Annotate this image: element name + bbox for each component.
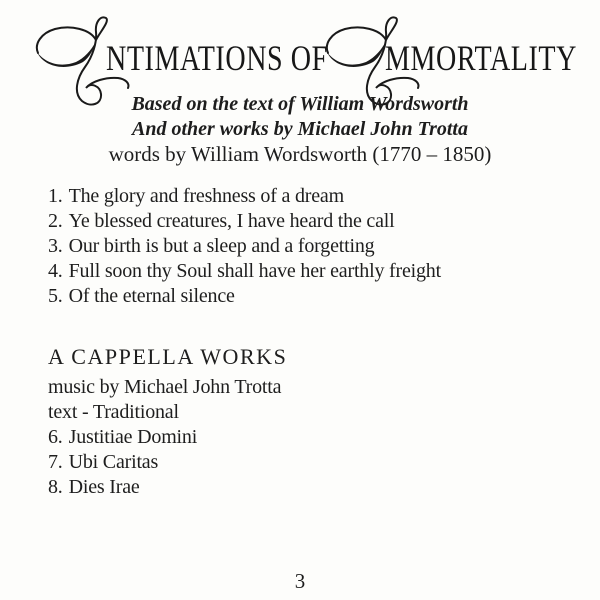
track-number: 3. — [48, 235, 63, 257]
track-row — [48, 184, 441, 209]
track-row — [48, 475, 197, 500]
track-title: Full soon thy Soul shall have her earthly freight — [68, 260, 441, 282]
track-title: Dies Irae — [68, 476, 140, 498]
main-track-list — [48, 184, 441, 309]
track-title: Ye blessed creatures, I have heard the call — [68, 210, 395, 232]
page-title-part-2: MMORTALITY — [385, 38, 577, 78]
subtitle-line-2: And other works by Michael John Trotta — [132, 118, 468, 140]
track-row — [48, 234, 441, 259]
a-cappella-track-list — [48, 425, 197, 500]
track-number: 2. — [48, 210, 63, 232]
track-title: Ubi Caritas — [68, 451, 159, 473]
credit-line-music: music by Michael John Trotta — [48, 376, 282, 398]
track-row — [48, 284, 441, 309]
track-row — [48, 209, 441, 234]
subtitle-line-3: words by William Wordsworth (1770 – 1850) — [108, 142, 492, 166]
credit-line-text: text - Traditional — [48, 401, 179, 423]
track-number: 8. — [48, 476, 63, 498]
subtitle-line-1: Based on the text of William Wordsworth — [131, 93, 469, 115]
track-number: 6. — [48, 426, 63, 448]
track-number: 7. — [48, 451, 63, 473]
subtitle-block — [0, 92, 600, 167]
track-row — [48, 425, 197, 450]
page-title-part-1: NTIMATIONS OF — [106, 38, 328, 78]
track-row — [48, 450, 197, 475]
track-title: Justitiae Domini — [68, 426, 198, 448]
track-number: 5. — [48, 285, 63, 307]
credits-block — [48, 375, 281, 425]
track-title: Our birth is but a sleep and a forgetting — [68, 235, 375, 257]
track-title: The glory and freshness of a dream — [68, 185, 344, 207]
track-title: Of the eternal silence — [68, 285, 235, 307]
page-number: 3 — [294, 569, 306, 593]
track-number: 4. — [48, 260, 63, 282]
section-heading-a-cappella: A CAPPELLA WORKS — [48, 344, 288, 369]
track-number: 1. — [48, 185, 63, 207]
track-row — [48, 259, 441, 284]
